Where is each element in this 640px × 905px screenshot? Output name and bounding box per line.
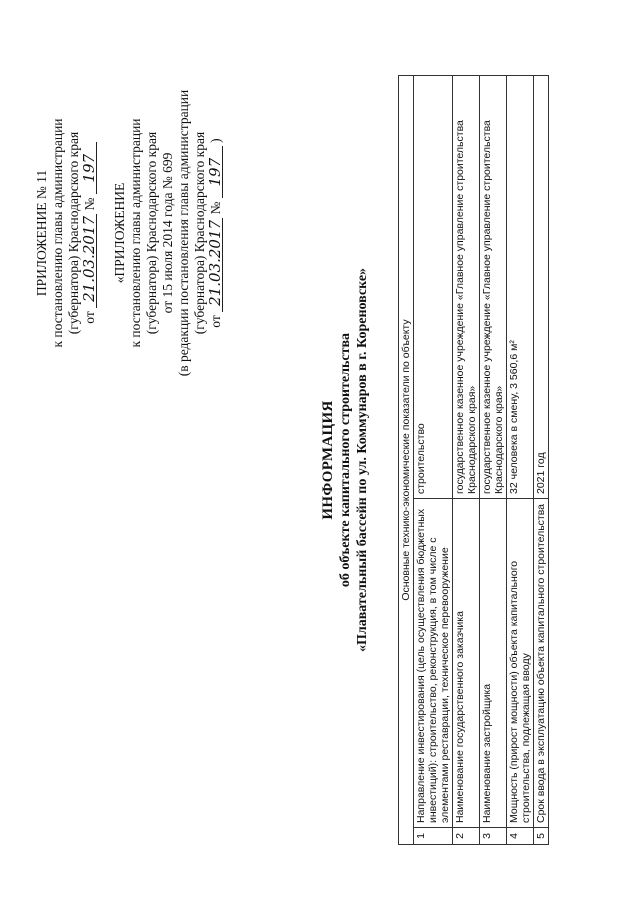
date-prefix: от	[82, 311, 97, 324]
row-number: 1	[414, 828, 453, 845]
orig-line-1: к постановлению главы администрации	[128, 118, 143, 348]
indicator-name: Наименование застройщика	[480, 499, 507, 828]
row-number: 4	[507, 828, 534, 845]
indicators-table	[398, 75, 549, 845]
title-line-2: об объекте капитального строительства	[338, 332, 353, 588]
table-row	[507, 76, 534, 845]
orig-number-prefix: №	[208, 201, 223, 215]
appendix-header	[34, 83, 98, 383]
orig-date-prefix: от	[208, 315, 223, 328]
original-appendix-header	[112, 83, 224, 383]
row-number: 2	[453, 828, 480, 845]
table-caption: Основные технико-экономические показатели по объекту	[399, 76, 414, 845]
row-number: 3	[480, 828, 507, 845]
orig-line-2: (губернатора) Краснодарского края	[144, 131, 159, 335]
indicator-value: государственное казенное учреждение «Главное управление строительства Краснодарского края»	[480, 76, 507, 499]
indicator-value: строительство	[414, 76, 453, 499]
table-row	[414, 76, 453, 845]
title-line-3: «Плавательный бассейн по ул. Коммунаров в г. Кореновске»	[355, 267, 370, 653]
indicator-name: Срок ввода в эксплуатацию объекта капитального строительства	[534, 499, 549, 828]
table-caption-row	[399, 76, 414, 845]
handwritten-number: 197	[82, 142, 97, 194]
orig-line-4: (в редакции постановления главы администрации	[176, 89, 191, 377]
title-line-1: ИНФОРМАЦИЯ	[320, 400, 336, 520]
appendix-line-1: к постановлению главы администрации	[50, 118, 65, 348]
orig-appendix-title: «ПРИЛОЖЕНИЕ	[112, 182, 127, 284]
table-row	[453, 76, 480, 845]
indicator-name: Мощность (прирост мощности) объекта капитального строительства, подлежащая вводу	[507, 499, 534, 828]
orig-close-paren: )	[208, 138, 223, 143]
orig-date-line	[208, 83, 224, 383]
appendix-title: ПРИЛОЖЕНИЕ № 11	[34, 169, 49, 297]
indicator-name: Направление инвестирования (цель осуществления бюджетных инвестиций): строительство, реконструкция, в том числе с элементами реставрации, техническое перевооружение	[414, 499, 453, 828]
appendix-date-line	[82, 83, 98, 383]
table-row	[534, 76, 549, 845]
row-number: 5	[534, 828, 549, 845]
indicator-name: Наименование государственного заказчика	[453, 499, 480, 828]
document-page	[20, 45, 610, 875]
orig-handwritten-date: 21.03.2017	[208, 218, 223, 312]
number-prefix: №	[82, 197, 97, 211]
table-row	[480, 76, 507, 845]
orig-handwritten-number: 197	[208, 146, 223, 198]
appendix-line-2: (губернатора) Краснодарского края	[66, 131, 81, 335]
orig-line-3: от 15 июля 2014 года № 699	[160, 152, 175, 314]
handwritten-date: 21.03.2017	[82, 214, 97, 308]
document-title	[320, 45, 371, 875]
orig-line-5: (губернатора) Краснодарского края	[192, 131, 207, 335]
indicator-value: 2021 год	[534, 76, 549, 499]
indicator-value: 32 человека в смену, 3 560,6 м²	[507, 76, 534, 499]
indicator-value: государственное казенное учреждение «Главное управление строительства Краснодарского края»	[453, 76, 480, 499]
